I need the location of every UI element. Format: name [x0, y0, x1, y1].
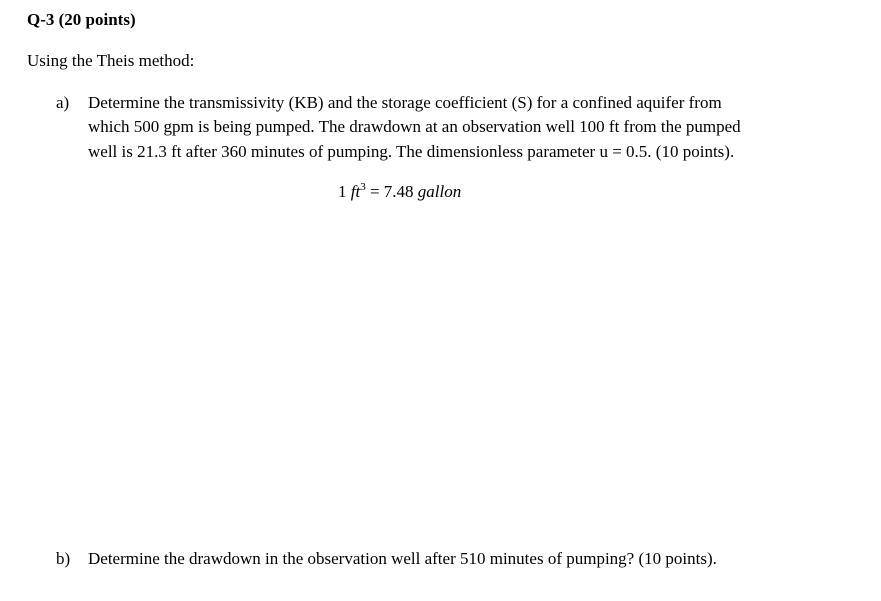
equation-equals-sign: =	[369, 182, 380, 201]
part-b-text: Determine the drawdown in the observation well after 510 minutes of pumping? (10 points).	[88, 549, 717, 568]
part-a-line-1: Determine the transmissivity (KB) and the storage coefficient (S) for a confined aquifer from	[88, 93, 722, 112]
equation-rhs-unit: gallon	[417, 182, 462, 201]
question-heading: Q-3 (20 points)	[27, 10, 136, 29]
unit-conversion-equation	[338, 182, 461, 202]
question-intro: Using the Theis method:	[27, 51, 195, 70]
part-a-line-3: well is 21.3 ft after 360 minutes of pumping. The dimensionless parameter u = 0.5. (10 points).	[88, 142, 735, 161]
equation-lhs-number: 1	[338, 182, 347, 201]
part-a-marker: a)	[56, 93, 70, 112]
equation-exponent: 3	[360, 181, 366, 193]
part-b-marker: b)	[56, 549, 71, 568]
equation-rhs-value: 7.48	[383, 182, 414, 201]
equation-lhs-unit: ft	[350, 182, 361, 201]
part-a-line-2: which 500 gpm is being pumped. The drawdown at an observation well 100 ft from the pumped	[88, 117, 741, 136]
